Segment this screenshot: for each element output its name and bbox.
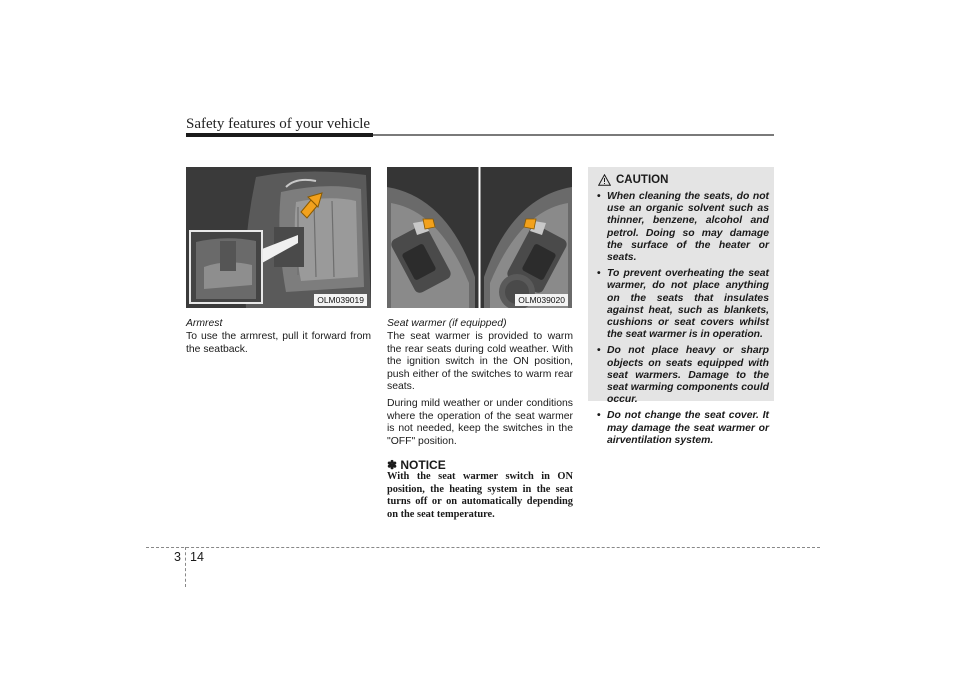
seat-warmer-illustration <box>387 167 572 308</box>
footer-divider <box>185 547 186 587</box>
header-rule-grey <box>373 134 774 136</box>
seat-warmer-section <box>387 318 573 521</box>
armrest-heading: Armrest <box>186 318 223 329</box>
caution-item: • To prevent overheating the seat warmer, do not place anything on the seats that insulates against heat, such as blankets, cushions or seat covers whilst the seat warmer is in operation. <box>597 268 769 341</box>
seat-warmer-figure <box>387 167 572 308</box>
seat-warmer-paragraph-1: The seat warmer is provided to warm the rear seats during cold weather. With the ignition switch in the ON position, push either of the switches to warm rear seats. <box>387 331 573 393</box>
seat-warmer-paragraph-2: During mild weather or under conditions where the operation of the seat warmer is not needed, keep the switches in the "OFF" position. <box>387 398 573 447</box>
notice-text: With the seat warmer switch in ON position, the heating system in the seat turns off or on automatically depending on the seat temperature. <box>387 471 573 520</box>
armrest-figure <box>186 167 371 308</box>
figure-code-seat-warmer: OLM039020 <box>515 294 568 306</box>
armrest-illustration <box>186 167 371 308</box>
page-number: 14 <box>190 550 204 564</box>
notice-heading: ✽ NOTICE <box>387 458 446 473</box>
caution-item: • When cleaning the seats, do not use an organic solvent such as thinner, benzene, alcohol and petrol. Doing so may damage the surface of the heater or seats. <box>597 191 769 264</box>
caution-box <box>588 167 774 446</box>
caution-item: • Do not change the seat cover. It may damage the seat warmer or airventilation system. <box>597 410 769 447</box>
footer-rule <box>146 547 820 548</box>
caution-item: • Do not place heavy or sharp objects on seats equipped with seat warmers. Damage to the seat warming components could occur. <box>597 345 769 406</box>
seat-warmer-heading: Seat warmer (if equipped) <box>387 318 507 329</box>
header-rule-dark <box>186 133 373 137</box>
figure-code-armrest: OLM039019 <box>314 294 367 306</box>
caution-heading-row <box>598 174 668 186</box>
section-header: Safety features of your vehicle <box>186 116 371 132</box>
caution-list <box>597 191 769 451</box>
armrest-text: To use the armrest, pull it forward from the seatback. <box>186 331 371 355</box>
warning-triangle-icon <box>598 174 611 186</box>
armrest-section <box>186 318 371 361</box>
caution-heading: CAUTION <box>616 174 669 186</box>
chapter-number: 3 <box>174 550 181 564</box>
